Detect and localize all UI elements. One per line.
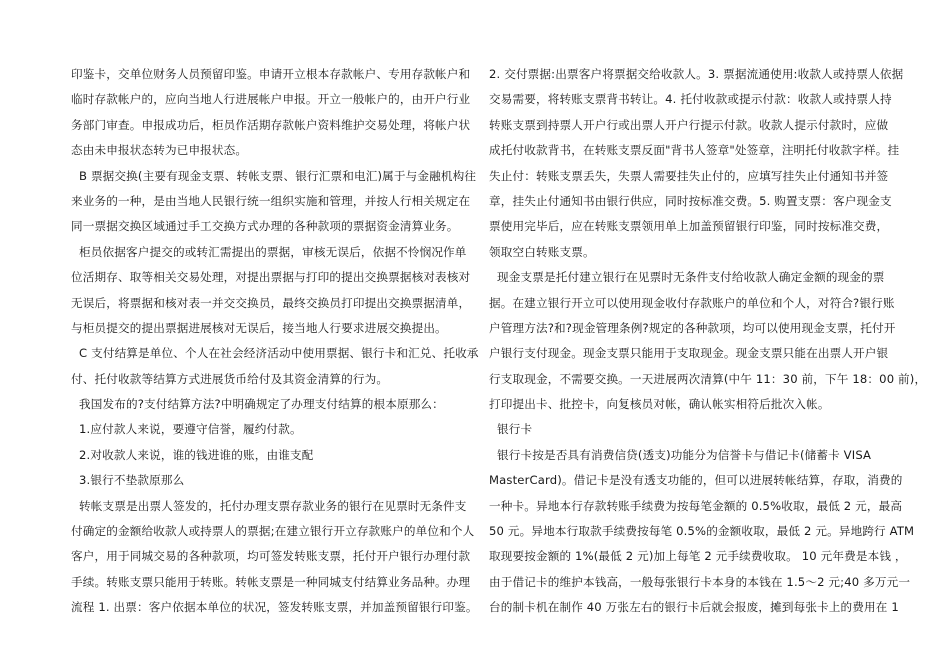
text-line: 务部门审查。申报成功后，柜员作活期存款帐户资料维护交易处理，将帐户状 [71, 117, 471, 132]
text-line: 流程 1. 出票：客户依据本单位的状况，签发转账支票，并加盖预留银行印鉴。 [71, 600, 478, 615]
text-line: MasterCard)。借记卡是没有透支功能的，但可以进展转帐结算，存取，消费的 [489, 473, 903, 488]
text-line: 台的制卡机在制作 40 万张左右的银行卡后就会报废，摊到每张卡上的费用在 1 [489, 600, 899, 615]
text-line: 来业务的一种，是由当地人民银行统一组织实施和管理，并按人行相关规定在 [71, 193, 471, 208]
text-line: 转帐支票是出票人签发的，托付办理支票存款业务的银行在见票时无条件支 [79, 498, 467, 513]
text-line: 位活期存、取等相关交易处理，对提出票据与打印的提出交换票据核对表核对 [71, 270, 471, 285]
text-line: 行支取现金，不需要交换。一天进展两次清算(中午 11：30 前，下午 18：00 前)， [489, 371, 927, 386]
text-line: 章，挂失止付通知书由银行供应，同时按标准交费。5. 购置支票：客户现金支 [489, 193, 892, 208]
text-line: 银行卡按是否具有消费信贷(透支)功能分为信誉卡与借记卡(储蓄卡 VISA [497, 447, 872, 462]
text-line: 失止付：转账支票丢失，失票人需要挂失止付的，应填写挂失止付通知书并签 [489, 168, 889, 183]
text-line: 1.应付款人来说，要遵守信誉，履约付款。 [79, 422, 302, 437]
text-line: 交易需要，将转账支票背书转让。4. 托付收款或提示付款：收款人或持票人持 [489, 92, 892, 107]
text-line: 态由未申报状态转为已申报状态。 [71, 143, 248, 158]
text-line: 户银行支付现金。现金支票只能用于支取现金。现金支票只能在出票人开户银 [489, 346, 889, 361]
text-line: 成托付收款背书，在转账支票反面"背书人签章"处签章，注明托付收款字样。挂 [489, 143, 900, 158]
text-line: 领取空白转账支票。 [489, 244, 595, 259]
text-line: 银行卡 [497, 422, 533, 437]
text-line: 手续。转账支票只能用于转账。转帐支票是一种同城支付结算业务品种。办理 [71, 574, 471, 589]
text-line: 我国发布的?支付结算方法?中明确规定了办理支付结算的根本原那么： [79, 397, 444, 412]
text-line: B 票据交换(主要有现金支票、转帐支票、银行汇票和电汇)属于与金融机构往 [79, 168, 477, 183]
text-line: 3.银行不垫款原那么 [79, 473, 185, 488]
text-line: 印鉴卡，交单位财务人员预留印鉴。申请开立根本存款帐户、专用存款帐户和 [71, 67, 471, 81]
left-text-column [71, 62, 479, 621]
text-line: 无误后，将票据和核对表一并交交换员，最终交换员打印提出交换票据清单， [71, 295, 471, 310]
text-line: 转账支票到持票人开户行或出票人开户行提示付款。收款人提示付款时，应做 [489, 117, 889, 132]
text-line: 现金支票是托付建立银行在见票时无条件支付给收款人确定金额的现金的票 [497, 270, 885, 285]
text-line: 取现要按金额的 1%(最低 2 元)加上每笔 2 元手续费收取。 10 元年费是本钱 ， [489, 549, 907, 564]
text-line: 2. 交付票据:出票客户将票据交给收款人。3. 票据流通使用:收款人或持票人依据 [489, 67, 904, 81]
text-line: 打印提出卡、批控卡，向复核员对帐，确认帐实相符后批次入帐。 [489, 397, 830, 412]
text-line: 付、托付收款等结算方式进展货币给付及其资金清算的行为。 [71, 371, 389, 386]
text-line: 2.对收款人来说，谁的钱进谁的账，由谁支配 [79, 447, 314, 462]
text-line: 同一票据交换区域通过手工交换方式办理的各种款项的票据资金清算业务。 [71, 219, 459, 234]
text-line: 据。在建立银行开立可以使用现金收付存款账户的单位和个人，对符合?银行账 [489, 295, 895, 310]
text-line: 户管理方法?和?现金管理条例?规定的各种款项，均可以使用现金支票，托付开 [489, 320, 896, 335]
text-line: C 支付结算是单位、个人在社会经济活动中使用票据、银行卡和汇兑、托收承 [79, 346, 479, 361]
right-text-column [489, 62, 927, 621]
text-line: 一种卡。异地本行存款转账手续费为按每笔金额的 0.5%收取，最低 2 元，最高 [489, 498, 903, 513]
text-line: 由于借记卡的维护本钱高，一般每张银行卡本身的本钱在 1.5～2 元;40 多万元一 [489, 574, 911, 589]
text-line: 柜员依据客户提交的或转汇需提出的票据，审核无误后，依据不怜悯况作单 [79, 244, 467, 259]
text-line: 临时存款帐户的，应向当地人行进展帐户申报。开立一般帐户的，由开户行业 [71, 92, 471, 107]
text-line: 票使用完毕后，应在转账支票领用单上加盖预留银行印鉴，同时按标准交费， [489, 219, 889, 234]
text-line: 与柜员提交的提出票据进展核对无误后，接当地人行要求进展交换提出。 [71, 320, 447, 335]
text-line: 付确定的金额给收款人或持票人的票据;在建立银行开立存款账户的单位和个人 [71, 524, 475, 539]
text-line: 客户，用于同城交易的各种款项，均可签发转账支票，托付开户银行办理付款 [71, 549, 471, 564]
text-line: 50 元。异地本行取款手续费按每笔 0.5%的金额收取，最低 2 元。异地跨行 ATM [489, 524, 915, 539]
